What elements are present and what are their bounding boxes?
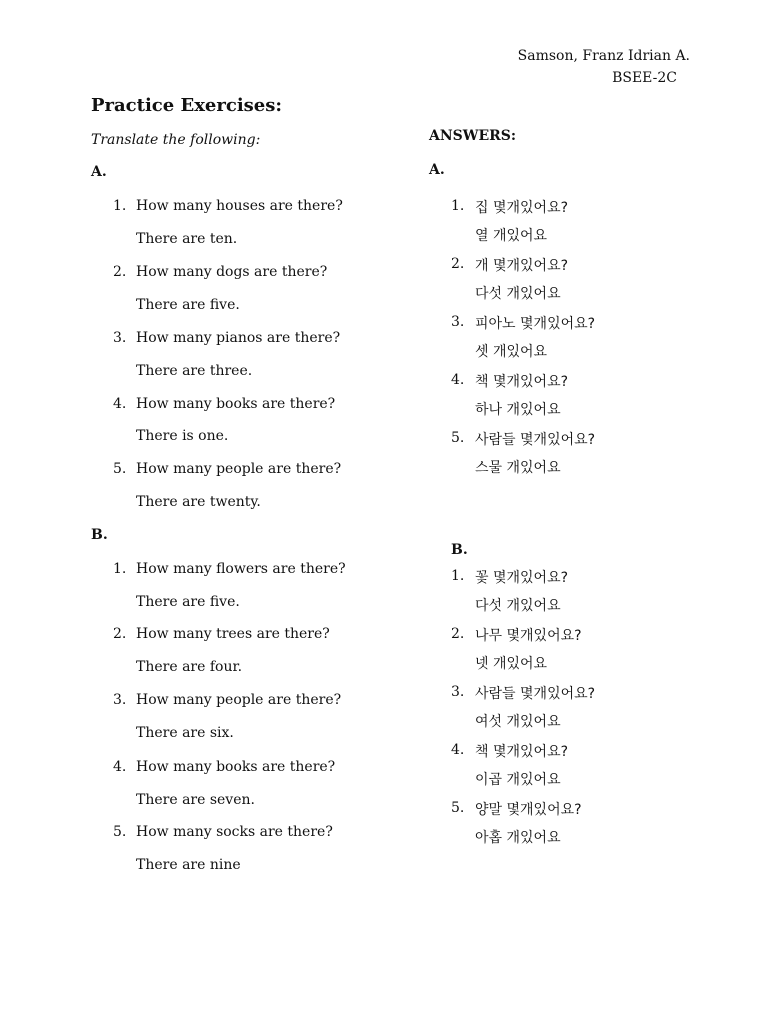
right-section-b-label: B. <box>451 542 468 558</box>
item-number: 4. <box>113 396 127 412</box>
korean-answer: 넷 개있어요 <box>475 656 548 672</box>
question-text: How many dogs are there? <box>136 264 328 280</box>
answer-text: There are nine <box>136 857 241 873</box>
instruction-text: Translate the following: <box>91 132 261 148</box>
question-text: How many socks are there? <box>136 824 333 840</box>
left-section-b-label: B. <box>91 527 108 543</box>
question-text: How many books are there? <box>136 759 336 775</box>
question-text: How many houses are there? <box>136 198 343 214</box>
question-text: How many books are there? <box>136 396 336 412</box>
korean-answer: 여섯 개있어요 <box>475 714 561 730</box>
answer-text: There are twenty. <box>136 494 261 510</box>
item-number: 1. <box>113 561 127 577</box>
page-title: Practice Exercises: <box>91 95 283 116</box>
question-text: How many flowers are there? <box>136 561 346 577</box>
korean-question: 책 몇개있어요? <box>475 744 569 760</box>
item-number: 1. <box>113 198 127 214</box>
answer-text: There are five. <box>136 297 240 313</box>
korean-question: 사람들 몇개있어요? <box>475 432 596 448</box>
left-section-a-label: A. <box>91 164 107 180</box>
question-text: How many people are there? <box>136 461 342 477</box>
item-number: 5. <box>113 461 127 477</box>
student-name: Samson, Franz Idrian A. <box>517 48 690 64</box>
answers-heading: ANSWERS: <box>429 128 517 144</box>
korean-answer: 셋 개있어요 <box>475 344 548 360</box>
question-text: How many trees are there? <box>136 626 330 642</box>
item-number: 3. <box>451 684 465 700</box>
item-number: 4. <box>113 759 127 775</box>
korean-answer: 하나 개있어요 <box>475 402 561 418</box>
answer-text: There are ten. <box>136 231 238 247</box>
korean-answer: 이곱 개있어요 <box>475 772 561 788</box>
item-number: 5. <box>451 800 465 816</box>
korean-answer: 다섯 개있어요 <box>475 598 561 614</box>
answer-text: There are five. <box>136 594 240 610</box>
question-text: How many pianos are there? <box>136 330 341 346</box>
item-number: 5. <box>113 824 127 840</box>
korean-answer: 다섯 개있어요 <box>475 286 561 302</box>
question-text: How many people are there? <box>136 692 342 708</box>
item-number: 2. <box>451 256 465 272</box>
item-number: 2. <box>113 264 127 280</box>
item-number: 2. <box>113 626 127 642</box>
korean-question: 사람들 몇개있어요? <box>475 686 596 702</box>
item-number: 3. <box>113 692 127 708</box>
korean-question: 나무 몇개있어요? <box>475 628 582 644</box>
item-number: 5. <box>451 430 465 446</box>
korean-answer: 아홉 개있어요 <box>475 830 561 846</box>
korean-question: 꽃 몇개있어요? <box>475 570 569 586</box>
right-section-a-label: A. <box>429 162 445 178</box>
answer-text: There are seven. <box>136 792 255 808</box>
item-number: 2. <box>451 626 465 642</box>
korean-question: 집 몇개있어요? <box>475 200 569 216</box>
item-number: 4. <box>451 372 465 388</box>
item-number: 1. <box>451 198 465 214</box>
korean-question: 책 몇개있어요? <box>475 374 569 390</box>
item-number: 4. <box>451 742 465 758</box>
korean-question: 개 몇개있어요? <box>475 258 569 274</box>
item-number: 1. <box>451 568 465 584</box>
answer-text: There are three. <box>136 363 253 379</box>
answer-text: There is one. <box>136 428 229 444</box>
item-number: 3. <box>113 330 127 346</box>
korean-question: 피아노 몇개있어요? <box>475 316 596 332</box>
answer-text: There are four. <box>136 659 243 675</box>
item-number: 3. <box>451 314 465 330</box>
korean-answer: 스물 개있어요 <box>475 460 561 476</box>
student-section: BSEE-2C <box>612 70 677 86</box>
korean-answer: 열 개있어요 <box>475 228 548 244</box>
korean-question: 양말 몇개있어요? <box>475 802 582 818</box>
answer-text: There are six. <box>136 725 234 741</box>
